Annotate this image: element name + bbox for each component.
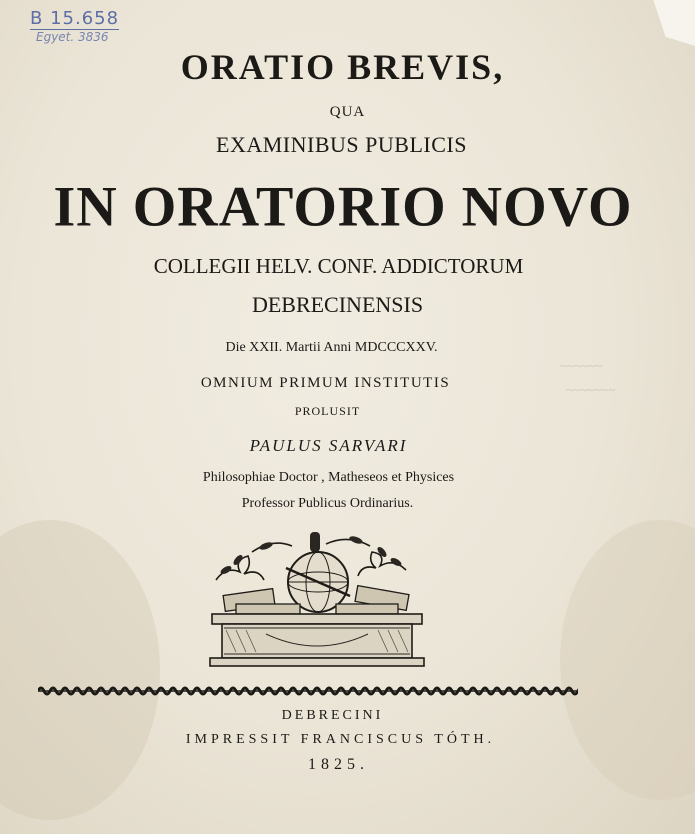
imprint-place: DEBRECINI <box>281 708 384 723</box>
title-line-9: PROLUSIT <box>294 404 361 418</box>
wavy-ornamental-rule-icon <box>38 684 578 698</box>
title-line-3: EXAMINIBUS PUBLICIS <box>216 132 467 157</box>
torn-corner <box>646 0 695 46</box>
globe-books-laurel-vignette-icon <box>206 530 428 668</box>
title-line-5: COLLEGII HELV. CONF. ADDICTORUM <box>153 254 524 278</box>
title-line-8: OMNIUM PRIMUM INSTITUTIS <box>200 375 451 391</box>
age-stain <box>0 520 160 820</box>
author-name: PAULUS SARVARI <box>249 436 408 455</box>
accession-annotation: Egyet. 3836 <box>36 30 109 44</box>
imprint-year: 1825. <box>308 756 369 773</box>
title-line-1: ORATIO BREVIS, <box>180 47 505 87</box>
main-title: IN ORATORIO NOVO <box>53 175 633 239</box>
date-line: Die XXII. Martii Anni MDCCCXXV. <box>225 340 438 355</box>
title-line-2: QUA <box>329 104 366 120</box>
author-role-1: Philosophiae Doctor , Matheseos et Physices <box>202 470 455 485</box>
show-through-text: ~~~~~~~ <box>566 382 616 397</box>
shelfmark-annotation: B 15.658 <box>30 8 120 29</box>
show-through-text: ~~~~~~ <box>560 358 603 373</box>
author-role-2: Professor Publicus Ordinarius. <box>241 496 414 511</box>
title-line-6: DEBRECINENSIS <box>251 292 424 317</box>
imprint-printer: IMPRESSIT FRANCISCUS TÓTH. <box>185 732 496 747</box>
